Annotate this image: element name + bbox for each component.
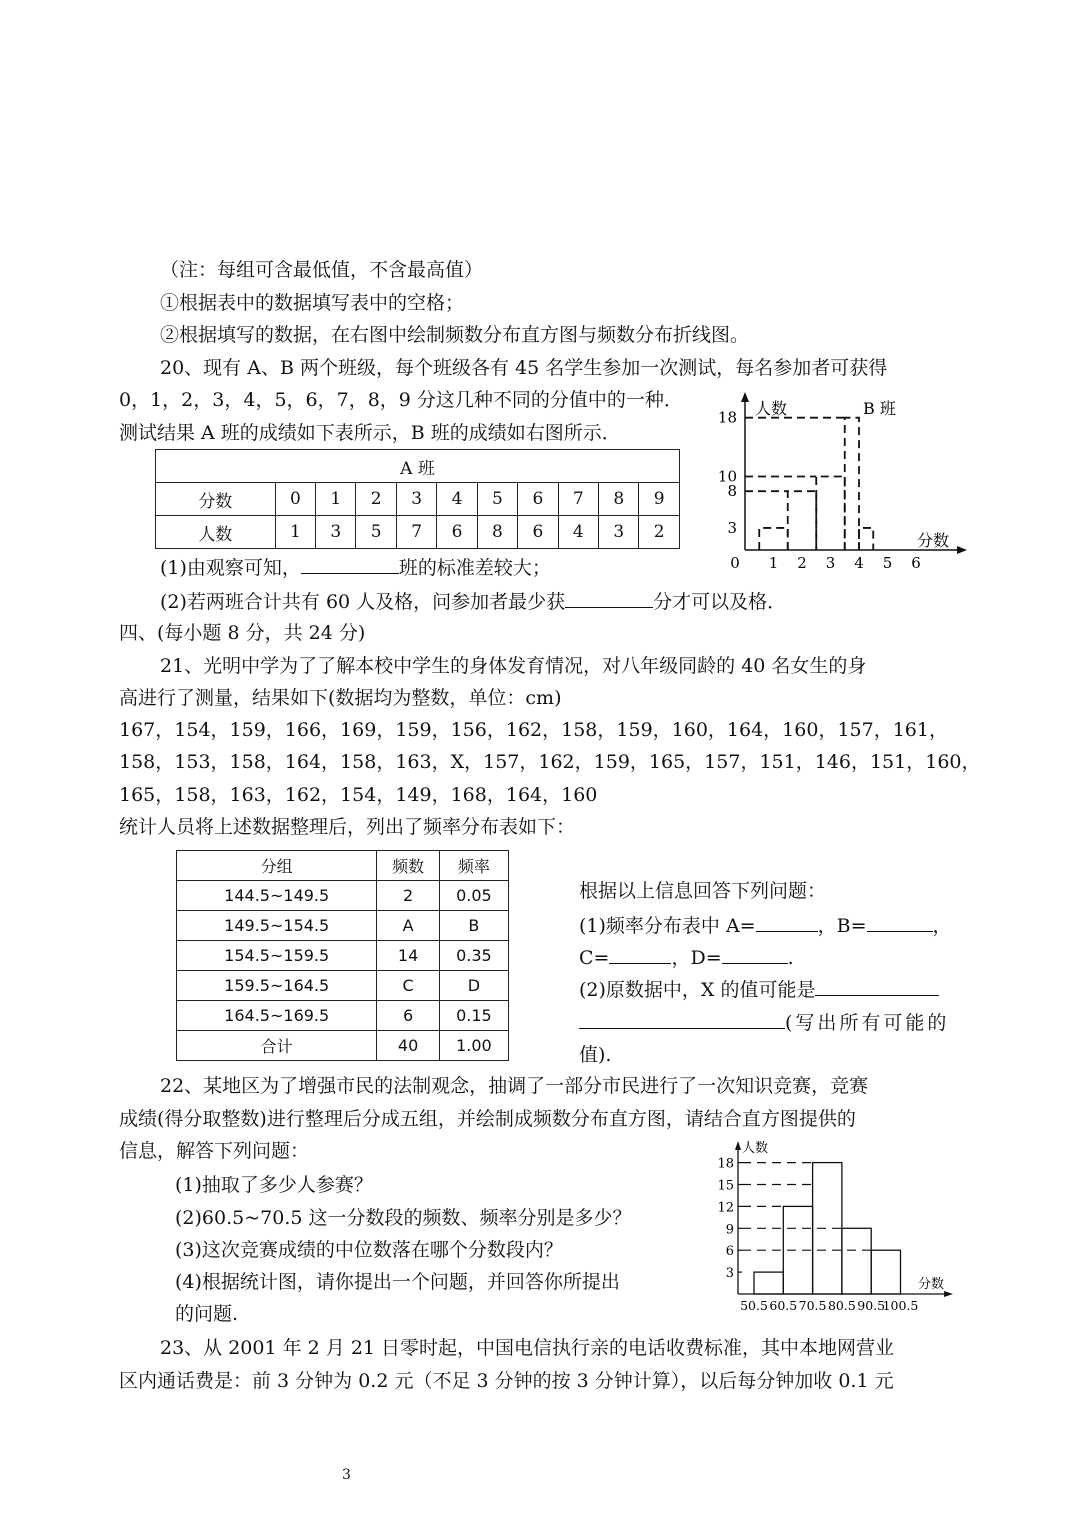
freq-cell: 2 xyxy=(377,881,439,911)
freq-cell: C xyxy=(377,971,439,1001)
bar xyxy=(816,477,845,551)
score-cell: 0 xyxy=(275,483,315,516)
score-cell: 4 xyxy=(437,483,477,516)
q21-line1: 21、光明中学为了了解本校中学生的身体发育情况，对八年级同龄的 40 名女生的身 xyxy=(160,655,867,677)
freq-cell: B xyxy=(439,911,508,941)
q21-data2: 158，153，158，164，158，163，X，157，162，159，165，157，151，146，151，160， xyxy=(119,751,981,773)
score-cell: 3 xyxy=(396,483,436,516)
x-tick-label: 1 xyxy=(768,554,779,572)
y-tick-label: 18 xyxy=(717,408,737,427)
count-cell: 5 xyxy=(356,516,396,549)
x-axis-label: 分数 xyxy=(918,1277,945,1292)
chart-competition-histogram xyxy=(708,1138,958,1323)
q22-line3: 信息，解答下列问题： xyxy=(119,1140,310,1162)
x-tick-label: 4 xyxy=(854,554,864,572)
answer-blank[interactable] xyxy=(565,589,653,608)
q21-all-possible: (写出所有可能的 xyxy=(785,1012,950,1034)
score-cell: 9 xyxy=(639,483,680,516)
y-axis-arrow xyxy=(741,392,749,402)
q21-b-label: ，B= xyxy=(817,915,867,937)
q20-part2 xyxy=(160,589,786,614)
q21-right5 xyxy=(579,1010,949,1035)
table-a-class xyxy=(155,449,680,549)
table-a-count-row xyxy=(156,516,680,549)
count-cell: 3 xyxy=(599,516,639,549)
section-4-heading: 四、(每小题 8 分，共 24 分) xyxy=(119,622,366,644)
q23-line2: 区内通话费是：前 3 分钟为 0.2 元（不足 3 分钟的按 3 分钟计算），以后每分钟加收 0.1 元 xyxy=(119,1370,894,1392)
table-a-count-label: 人数 xyxy=(156,516,276,549)
score-cell: 5 xyxy=(477,483,517,516)
x-axis-label: 分数 xyxy=(917,531,950,550)
freq-header-cell: 频数 xyxy=(377,851,439,881)
q21-right2 xyxy=(579,913,952,938)
q20-part2-tail: 分才可以及格． xyxy=(653,591,787,613)
answer-blank-x[interactable] xyxy=(815,977,939,996)
y-tick-label: 12 xyxy=(717,1200,734,1216)
chart-title: B 班 xyxy=(863,399,896,418)
x-tick-label: 2 xyxy=(797,554,807,572)
table-a-score-row xyxy=(156,483,680,516)
table-row xyxy=(177,1001,509,1031)
q21-right1: 根据以上信息回答下列问题： xyxy=(579,880,827,902)
q22-part4-cont: 的问题. xyxy=(175,1303,239,1325)
x-tick-label: 100.5 xyxy=(882,1298,919,1313)
answer-blank[interactable] xyxy=(301,555,399,574)
q21-a-label: (1)频率分布表中 A= xyxy=(579,915,756,937)
q20-part2-text: (2)若两班合计共有 60 人及格，问参加者最少获 xyxy=(160,591,566,613)
freq-cell: 144.5~149.5 xyxy=(177,881,377,911)
table-row xyxy=(177,881,509,911)
y-axis-label: 人数 xyxy=(742,1141,769,1156)
x-tick-label: 3 xyxy=(825,554,836,572)
score-cell: 7 xyxy=(558,483,598,516)
x-axis-arrow xyxy=(957,546,967,554)
q21-c-label: C= xyxy=(579,947,610,969)
freq-cell: 1.00 xyxy=(439,1031,508,1061)
x-tick-label: 60.5 xyxy=(769,1298,798,1313)
histogram-bar xyxy=(871,1250,900,1294)
q21-comma: ， xyxy=(932,915,952,937)
freq-header-row xyxy=(177,851,509,881)
q23-line1: 23、从 2001 年 2 月 21 日零时起，中国电信执行亲的电话收费标准，其中本地网营业 xyxy=(160,1337,895,1359)
chart-b-class xyxy=(712,390,972,580)
q21-data1: 167，154，159，166，169，159，156，162，158，159，160，164，160，157，161， xyxy=(119,719,948,741)
answer-blank-a[interactable] xyxy=(756,913,818,932)
table-row xyxy=(177,941,509,971)
q21-x-text: (2)原数据中，X 的值可能是 xyxy=(579,979,816,1001)
count-cell: 4 xyxy=(558,516,598,549)
histogram-bar xyxy=(754,1272,783,1294)
q21-d-label: ，D= xyxy=(671,947,722,969)
histogram-bar xyxy=(842,1228,871,1294)
x-axis-arrow xyxy=(944,1291,953,1297)
answer-blank-c[interactable] xyxy=(609,945,671,964)
answer-blank-b[interactable] xyxy=(867,913,933,932)
y-axis-arrow xyxy=(735,1141,741,1150)
freq-cell: 164.5~169.5 xyxy=(177,1001,377,1031)
table-a-title: A 班 xyxy=(156,450,680,483)
freq-cell: 0.35 xyxy=(439,941,508,971)
q20-line2: 0，1，2，3，4，5，6，7，8，9 分这几种不同的分值中的一种． xyxy=(119,389,683,411)
freq-cell: A xyxy=(377,911,439,941)
freq-cell: 154.5~159.5 xyxy=(177,941,377,971)
count-cell: 6 xyxy=(518,516,558,549)
y-tick-label: 3 xyxy=(725,1266,734,1282)
q20-part1 xyxy=(160,555,551,580)
step1-line: ①根据表中的数据填写表中的空格； xyxy=(160,292,465,314)
bar xyxy=(845,418,859,550)
freq-cell: D xyxy=(439,971,508,1001)
x-tick-label: 0 xyxy=(730,554,740,572)
q21-line3: 统计人员将上述数据整理后，列出了频率分布表如下： xyxy=(119,816,576,838)
q22-part2: (2)60.5~70.5 这一分数段的频数、频率分别是多少？ xyxy=(175,1207,632,1229)
frequency-table xyxy=(176,850,509,1061)
x-tick-label: 5 xyxy=(882,554,893,572)
freq-cell: 159.5~164.5 xyxy=(177,971,377,1001)
q21-line2: 高进行了测量，结果如下(数据均为整数，单位：cm) xyxy=(119,687,562,709)
score-cell: 2 xyxy=(356,483,396,516)
count-cell: 7 xyxy=(396,516,436,549)
freq-cell: 合计 xyxy=(177,1031,377,1061)
freq-header-cell: 频率 xyxy=(439,851,508,881)
x-tick-label: 50.5 xyxy=(740,1298,768,1313)
y-tick-label: 10 xyxy=(717,467,737,486)
freq-cell: 6 xyxy=(377,1001,439,1031)
q20-line1: 20、现有 A、B 两个班级，每个班级各有 45 名学生参加一次测试，每名参加者可获得 xyxy=(160,357,888,379)
q21-right6: 值). xyxy=(579,1044,612,1066)
freq-cell: 14 xyxy=(377,941,439,971)
freq-cell: 149.5~154.5 xyxy=(177,911,377,941)
count-cell: 1 xyxy=(275,516,315,549)
x-tick-label: 6 xyxy=(911,554,921,572)
q20-part1-tail: 班的标准差较大； xyxy=(398,557,551,579)
bar xyxy=(788,491,817,550)
freq-header-cell: 分组 xyxy=(177,851,377,881)
count-cell: 3 xyxy=(316,516,356,549)
count-cell: 8 xyxy=(477,516,517,549)
x-tick-label: 70.5 xyxy=(798,1298,827,1313)
q20-part1-text: (1)由观察可知， xyxy=(160,557,301,579)
table-row xyxy=(177,1031,509,1061)
q22-part1: (1)抽取了多少人参赛？ xyxy=(175,1174,373,1196)
table-a-score-label: 分数 xyxy=(156,483,276,516)
q22-line1: 22、某地区为了增强市民的法制观念，抽调了一部分市民进行了一次知识竞赛，竞赛 xyxy=(160,1075,869,1097)
x-tick-label: 90.5 xyxy=(857,1298,886,1313)
count-cell: 6 xyxy=(437,516,477,549)
table-row xyxy=(177,911,509,941)
note-line: （注：每组可含最低值，不含最高值） xyxy=(160,259,484,281)
step2-line: ②根据填写的数据，在右图中绘制频数分布直方图与频数分布折线图。 xyxy=(160,324,750,346)
bar xyxy=(759,528,788,550)
bar xyxy=(859,528,873,550)
y-tick-label: 15 xyxy=(717,1178,734,1194)
y-tick-label: 9 xyxy=(725,1222,734,1238)
count-cell: 2 xyxy=(639,516,680,549)
y-tick-label: 3 xyxy=(727,518,737,537)
q20-line3: 测试结果 A 班的成绩如下表所示，B 班的成绩如右图所示． xyxy=(119,422,621,444)
q22-part3: (3)这次竞赛成绩的中位数落在哪个分数段内？ xyxy=(175,1239,563,1261)
y-tick-label: 18 xyxy=(717,1156,734,1172)
y-tick-label: 8 xyxy=(727,482,737,501)
y-tick-label: 6 xyxy=(725,1244,734,1260)
page-number: 3 xyxy=(342,1467,351,1483)
table-row xyxy=(177,971,509,1001)
q22-part4: (4)根据统计图，请你提出一个问题，并回答你所提出 xyxy=(175,1271,620,1293)
freq-cell: 40 xyxy=(377,1031,439,1061)
answer-blank-x2[interactable] xyxy=(579,1010,785,1029)
q21-period: . xyxy=(787,947,794,969)
y-axis-label: 人数 xyxy=(755,399,788,418)
q21-right3 xyxy=(579,945,794,970)
score-cell: 8 xyxy=(599,483,639,516)
q21-data3: 165，158，163，162，154，149，168，164，160 xyxy=(119,784,598,806)
freq-cell: 0.05 xyxy=(439,881,508,911)
q21-right4 xyxy=(579,977,939,1002)
freq-cell: 0.15 xyxy=(439,1001,508,1031)
score-cell: 1 xyxy=(316,483,356,516)
answer-blank-d[interactable] xyxy=(722,945,788,964)
q22-line2: 成绩(得分取整数)进行整理后分成五组，并绘制成频数分布直方图，请结合直方图提供的 xyxy=(119,1108,856,1130)
x-tick-label: 80.5 xyxy=(827,1298,856,1313)
score-cell: 6 xyxy=(518,483,558,516)
